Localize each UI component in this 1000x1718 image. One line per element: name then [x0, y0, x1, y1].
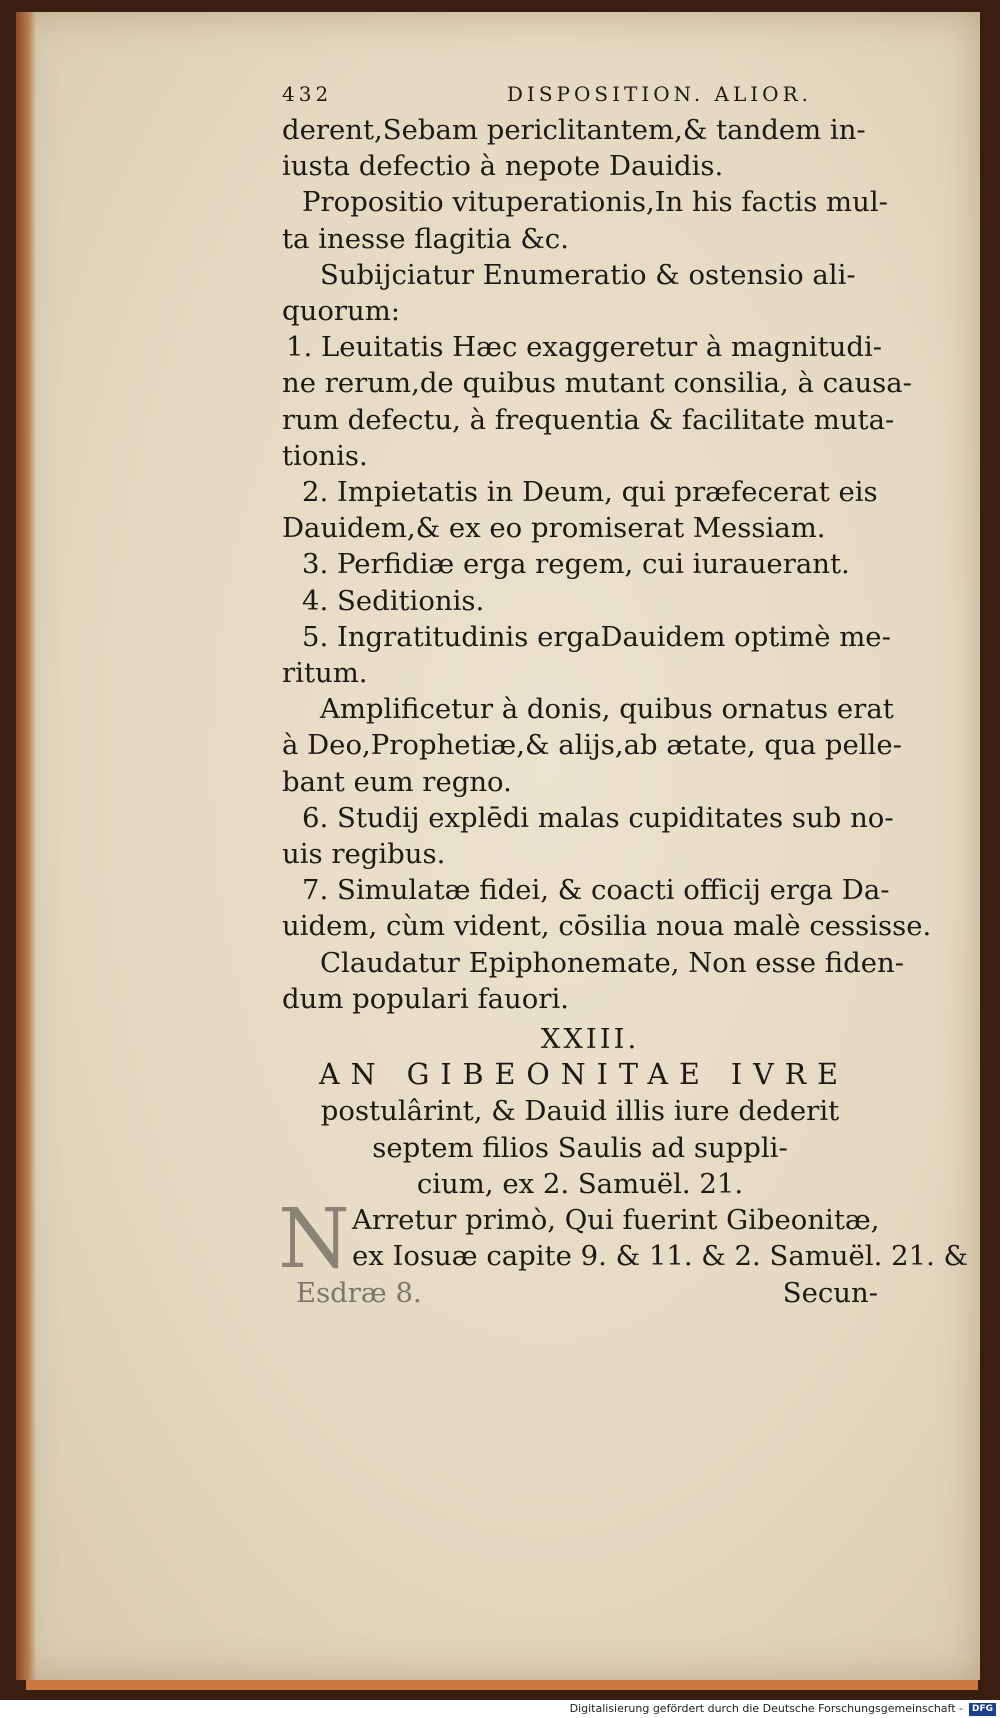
text-line: tionis. [282, 439, 368, 472]
text-line: Amplificetur à donis, quibus ornatus erat [320, 693, 894, 726]
catchword: Secun- [782, 1276, 878, 1309]
list-item: 7. Simulatæ fidei, & coacti officij erga Da- [302, 874, 890, 907]
section-opening [278, 1192, 969, 1311]
page-gutter [16, 12, 36, 1680]
page-text [278, 80, 969, 1311]
text-line: uidem, cùm vident, cōsilia noua malè cessisse. [282, 910, 932, 943]
text-line: à Deo,Prophetiæ,& alijs,ab ætate, qua pelle- [282, 729, 902, 762]
footer-credit: Digitalisierung gefördert durch die Deutsche Forschungsgemeinschaft - [569, 1702, 963, 1715]
text-line: ta inesse flagitia &c. [282, 222, 569, 255]
text-line: iusta defectio à nepote Dauidis. [282, 150, 724, 183]
text-line: Propositio vituperationis,In his factis mul- [302, 186, 888, 219]
text-line: ne rerum,de quibus mutant consilia, à causa- [282, 367, 912, 400]
text-line: ritum. [282, 657, 368, 690]
text-line: Esdræ 8. [296, 1276, 422, 1309]
dfg-logo: DFG [969, 1703, 996, 1716]
list-item: 3. Perfidiæ erga regem, cui iurauerant. [302, 548, 850, 581]
last-line [282, 1275, 878, 1311]
section-title-line: postulârint, & Dauid illis iure dederit [320, 1095, 840, 1128]
list-item: 5. Ingratitudinis ergaDauidem optimè me- [302, 620, 891, 653]
text-line: bant eum regno. [282, 765, 512, 798]
list-item: 2. Impietatis in Deum, qui præfecerat eis [302, 476, 878, 509]
list-item: 4. Seditionis. [302, 584, 485, 617]
text-line: dum populari fauori. [282, 982, 570, 1015]
text-line: rum defectu, à frequentia & facilitate muta- [282, 403, 895, 436]
list-item: 1. Leuitatis Hæc exaggeretur à magnitudi- [286, 331, 883, 364]
page-number: 432 [282, 82, 333, 106]
section-title: AN GIBEONITAE IVRE [319, 1058, 849, 1092]
drop-cap: N [278, 1192, 350, 1288]
text-line: Subijciatur Enumeratio & ostensio ali- [320, 258, 856, 291]
digitization-footer [0, 1700, 1000, 1718]
section-title-line: cium, ex 2. Samuël. 21. [416, 1167, 744, 1200]
list-item: 6. Studij explēdi malas cupiditates sub no- [302, 801, 894, 834]
section-number: XXIII. [540, 1023, 640, 1056]
text-line: Claudatur Epiphonemate, Non esse fiden- [320, 946, 905, 979]
section-title-line: septem filios Saulis ad suppli- [372, 1131, 788, 1164]
text-line: Dauidem,& ex eo promiserat Messiam. [282, 512, 826, 545]
text-line: derent,Sebam periclitantem,& tandem in- [282, 114, 866, 146]
text-line: quorum: [282, 295, 401, 328]
text-line: Arretur primò, Qui fuerint Gibeonitæ, [352, 1204, 880, 1237]
text-line: ex Iosuæ capite 9. & 11. & 2. Samuël. 21. & [352, 1240, 969, 1273]
text-line: uis regibus. [282, 838, 446, 871]
running-head-title: DISPOSITION. ALIOR. [506, 82, 812, 106]
running-header [282, 80, 878, 108]
